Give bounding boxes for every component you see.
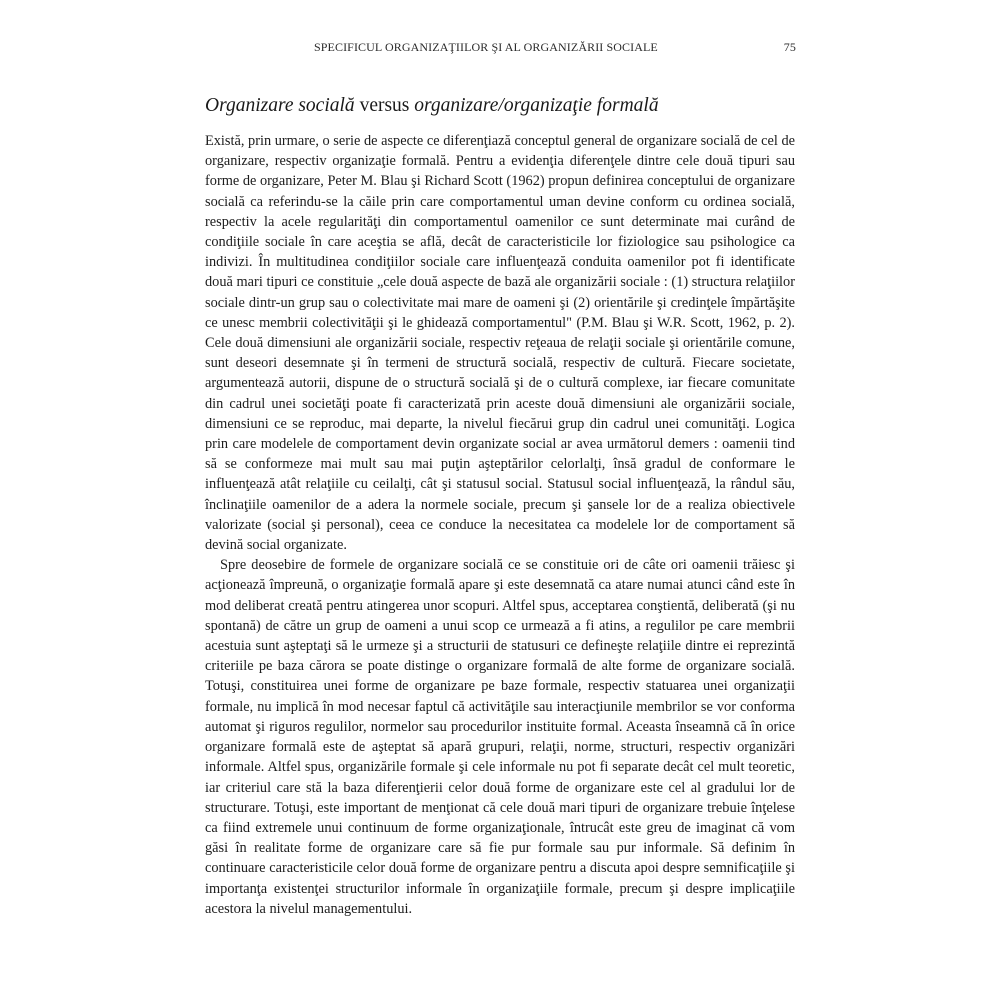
page-number: 75	[783, 40, 796, 54]
section-title-part-2: versus	[354, 95, 415, 116]
section-title	[205, 95, 659, 117]
body-text	[205, 131, 795, 919]
running-head	[206, 40, 796, 56]
paragraph-2: Spre deosebire de formele de organizare socială ce se constituie ori de câte ori oamenii trăiesc şi acţionează împreună, o organizaţie formală apare şi este desemnată ca atare numai atunci când este în mod deliberat creată pentru atingerea unor scopuri. Altfel spus, acceptarea conştientă, deliberată (şi nu spontană) de către un grup de oameni a unui scop ce urmează a fi atins, a regulilor pe care membrii acestuia sunt aşteptaţi să le urmeze şi a structurii de statusuri ce defineşte relaţiile dintre ei reprezintă criteriile pe baza cărora se poate distinge o organizare formală de alte forme de organizare socială. Totuşi, constituirea unei forme de organizare pe baze formale, respectiv statuarea unei organizaţii formale, nu implică în mod necesar faptul că activităţile sau interacţiunile membrilor se vor conforma automat şi riguros regulilor, normelor sau procedurilor instituite formal. Aceasta înseamnă că în orice organizare formală este de aşteptat să apară grupuri, relaţii, norme, structuri, respectiv organizări informale. Altfel spus, organizările formale şi cele informale nu pot fi separate decât cel mult teoretic, iar criteriul care stă la baza diferenţierii celor două forme de organizare este cel al gradului lor de structurare. Totuşi, este important de menţionat că cele două mari tipuri de organizare trebuie înţelese ca fiind extremele unui continuum de forme organizaţionale, întrucât este greu de imaginat că vom găsi în realitate forme de organizare care să fie pur formale sau pur informale. Să definim în continuare caracteristicile celor două forme de organizare pentru a discuta apoi despre semnificaţiile şi importanţa existenţei structurilor informale în organizaţiile formale, precum şi despre implicaţiile acestora la nivelul managementului.	[205, 557, 795, 917]
section-title-part-1: Organizare socială	[205, 95, 355, 116]
paragraph-1: Există, prin urmare, o serie de aspecte ce diferenţiază conceptul general de organizare socială de cel de organizare, respectiv organizaţie formală. Pentru a evidenţia diferenţele dintre cele două tipuri sau forme de organizare, Peter M. Blau şi Richard Scott (1962) propun definirea conceptului de organizare socială ca referindu-se la căile prin care comportamentul uman devine conform cu ordinea socială, respectiv la acele regularităţi din comportamentul oamenilor ce sunt determinate mai curând de condiţiile sociale în care aceştia se află, decât de caracteristicile lor fiziologice sau psihologice ca indivizi. În multitudinea condiţiilor sociale care influenţează conduita oamenilor pot fi identificate două mari tipuri ce constituie „cele două aspecte de bază ale organizării sociale : (1) structura relaţiilor sociale dintr-un grup sau o colectivitate mai mare de oameni şi (2) orientările şi credinţele împărtăşite ce unesc membrii colectivităţii şi le ghidează comportamentul" (P.M. Blau şi W.R. Scott, 1962, p. 2). Cele două dimensiuni ale organizării sociale, respectiv reţeaua de relaţii sociale şi orientările comune, sunt deseori desemnate şi în termeni de structură socială, respectiv de cultură. Fiecare societate, argumentează autorii, dispune de o structură socială şi de o cultură complexe, iar fiecare comunitate din cadrul unei societăţi poate fi caracterizată prin aceste două dimensiuni ale organizării sociale, dimensiuni ce se reproduc, mai departe, la nivelul fiecărui grup din cadrul unei comunităţi. Logica prin care modelele de comportament devin organizate social ar avea următorul demers : oamenii tind să se conformeze mai mult sau mai puţin aşteptărilor celorlalţi, însă gradul de conformare le influenţează atât relaţiile cu ceilalţi, cât şi statusul social. Statusul social influenţează, la rândul său, înclinaţiile oamenilor de a adera la normele sociale, precum şi şansele lor de a realiza obiectivele valorizate (social şi personal), ceea ce conduce la necesitatea ca modelele lor de comportament să devină social organizate.	[205, 133, 795, 554]
section-title-part-3: organizare/organizaţie formală	[414, 95, 659, 116]
running-head-title: SPECIFICUL ORGANIZAŢIILOR ŞI AL ORGANIZĂRII SOCIALE	[314, 40, 658, 54]
